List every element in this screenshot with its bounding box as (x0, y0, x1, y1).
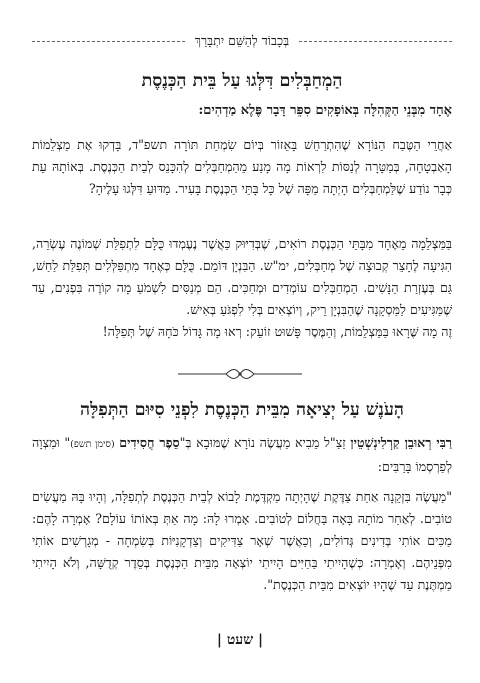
page-number: | שעט | (216, 632, 264, 648)
intro-text: זַצַ"ל מֵבִיא מַעֲשֶׂה נוֹרָא שֶׁמּוּבָא בְּ" (179, 435, 351, 450)
running-header (32, 30, 452, 52)
article-2-title: הָעֹנֶשׁ עַל יְצִיאָה מִבֵּית הַכְּנֶסֶת לִפְנֵי סִיּוּם הַתְּפִלָּה (80, 400, 404, 420)
ornament-divider (176, 367, 304, 381)
rabbi-name: רַבִּי רְאוּבֵן קַרְלִינְשְׁטֵין (350, 435, 452, 450)
page-number-text: שעט (226, 632, 254, 648)
article-1-subtitle: אֶחָד מִבְּנֵי הַקְּהִלָּה בְּאוֹפָקִים סִפֵּר דָּבָר פֶּלֶא מַדְהִים: (198, 103, 452, 118)
book-title: סֵפֶר חֲסִידִים (119, 435, 180, 450)
article-2-story: "מַעֲשֶׂה בִּזְקֵנָה אַחַת צַדֶּקֶת שֶׁהָיְתָה מַקְדֶּמֶת לָבוֹא לְבֵית הַכְּנֶסֶת לְתְפִלָּה, וְהָיוּ בָּהּ מַעֲשִׂים טוֹבִים. לְאַחַר מוֹתָהּ בָּאָה בַּחֲלוֹם לְטוֹבִים. אָמְרוּ לָהּ: מָה אַתְּ בְּאוֹתוֹ עוֹלָם? אָמְרָה לָהֶם: מַכִּים אוֹתִי בְּדִינִים גְּדוֹלִים, וְכַאֲשֶׁר שְׁאָר צַדִּיקִים וְצַדְקָנִיּוֹת בְּשִׂמְחָה - מְגָרְשִׁים אוֹתִי מִפְּנֵיהֶם. וְאָמְרָה: כְּשֶׁהָיִיתִי בַּחַיִּים הָיִיתִי יוֹצְאָה מִבֵּית הַכְּנֶסֶת בְּסֵדֶר קְדֻשָּׁה, וְלֹא הָיִיתִי מַמְתֶּנֶת עַד שֶׁהָיוּ יוֹצְאִים מִבֵּית הַכְּנֶסֶת". (32, 489, 452, 592)
intro-end-text: " וּמִצְוָה לְפַרְסְמוֹ בָּרַבִּים: (32, 435, 452, 474)
article-1-paragraph-2: בַּמַּצְלֵמָה מֵאֶחָד מִבָּתֵּי הַכְּנֶסֶת רוֹאִים, שֶׁבְּדִיּוּק כַּאֲשֶׁר נֶעֶמְדוּ כֻּלָּם לִתְפִלַּת שְׁמוֹנֶה עֶשְׂרֵה, הִגִּיעָה לֶחָצֵר קְבוּצָה שֶׁל מְחַבְּלִים, ימ"ש. הַבִּנְיָן דּוֹמֵם. כֻּלָּם כְּאֶחָד מִתְפַּלְּלִים תְּפִלַּת לַחַשׁ, גַּם בְּעֶזְרַת הַנָּשִׁים. הַמְחַבְּלִים עוֹמְדִים וּמְחַכִּים. הֵם מְנַסִּים לִשְׁמֹעַ מָה קוֹרֶה בִּפְנִים, עַד שֶׁמַּגִּיעִים לַמַּסְקָנָה שֶׁהַבִּנְיָן רֵיק, וְיוֹצְאִים בְּלִי לִפְגֹּעַ בְּאִישׁ. (32, 236, 452, 317)
article-1-paragraph-3: זֶה מָה שֶּׁרָאוּ בַּמַּצְלֵמוֹת, וְהַמֶּסֶר פָּשׁוּט זוֹעֵק: רְאוּ מָה גָּדוֹל כֹּחָהּ שֶׁל תְּפִלָּה! (102, 324, 452, 339)
running-head-text: בְּכָבוֹד לְהַשֵּׁם יִתְבָּרַךְ (194, 33, 290, 48)
article-2-intro (32, 432, 452, 476)
header-rule-right (299, 41, 452, 42)
siman-note: (סימן תשפ) (70, 439, 115, 450)
article-1-paragraph-1: אַחֲרֵי הַטֶּבַח הַנּוֹרָא שֶׁהִתְרַחֵשׁ בָּאֵזוֹר בְּיוֹם שִׂמְחַת תּוֹרָה תשפ"ד, בָּדְקוּ אֶת מַצְלֵמוֹת הָאַבְטָחָה, בְּמַטָּרָה לְנַסּוֹת לִרְאוֹת מָה מָנַע מֵהַמְחַבְּלִים לְהִכָּנֵס לְבֵית הַכְּנֶסֶת. בְּאוֹתָהּ עֵת כְּבָר נוֹדַע שֶׁלַּמְחַבְּלִים הָיְתָה מַפָּה שֶׁל כָּל בָּתֵּי הַכְּנֶסֶת בָּעִיר. מַדּוּעַ דִּלְּגוּ עָלֶיהָ? (32, 137, 452, 196)
article-1-title: הַמְחַבְּלִים דִּלְּגוּ עַל בֵּית הַכְּנֶסֶת (141, 71, 343, 91)
header-rule-left (32, 41, 185, 42)
